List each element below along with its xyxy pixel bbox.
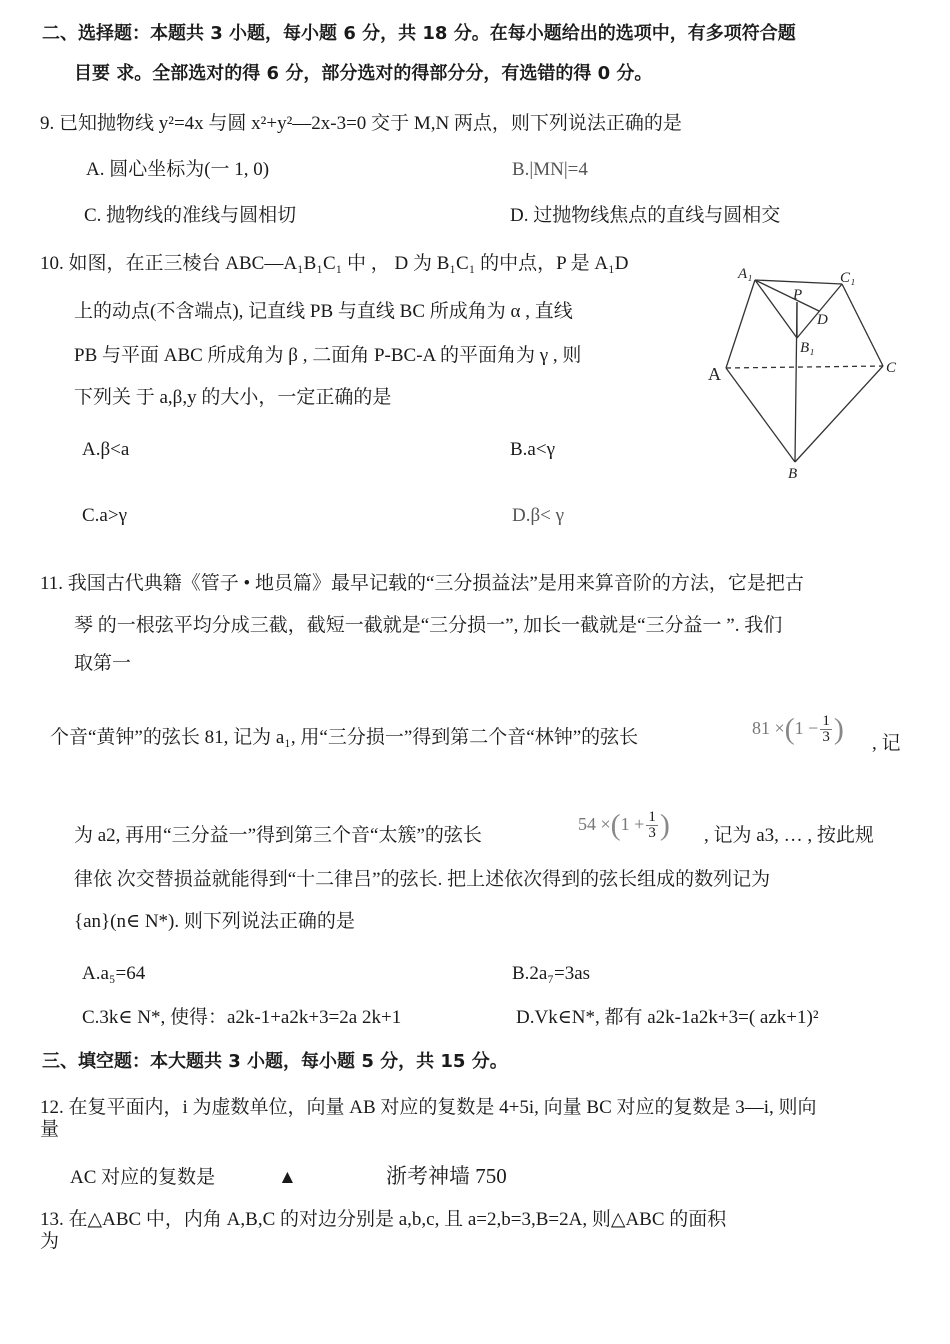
watermark-text: 浙考神墙 750 [386,1164,507,1188]
q9-option-d: D. 过抛物线焦点的直线与圆相交 [510,205,781,226]
q11-option-b: B.2a₇=3as [512,963,591,984]
segment-a1-d [755,280,819,311]
q11-option-c: C.3k∈ N*, 使得：a2k-1+a2k+3=2a 2k+1 [82,1007,402,1028]
q11-stem-line7: {an}(n∈ N*). 则下列说法正确的是 [74,911,355,932]
q10-stem-line1: 10. 如图，在正三棱台 ABC—A₁B₁C₁ 中 ， D 为 B₁C₁ 的中点，P 是 A₁D [40,253,629,274]
q12-stem-line1: 12. 在复平面内，i 为虚数单位，向量 AB 对应的复数是 4+5i, 向量 BC 对应的复数是 3—i, 则向 [40,1097,817,1118]
frustum-figure [700,260,910,480]
q10-stem-line2: 上的动点(不含端点), 记直线 PB 与直线 BC 所成角为 α , 直线 [74,301,573,322]
q10-option-b: B.a<γ [510,439,555,460]
label-b1: B₁ [800,340,815,356]
q11-stem-line4-end: , 记 [872,733,901,754]
label-c: C [886,360,897,376]
q11-stem-line6: 律依 次交替损益就能得到“十二律吕”的弦长. 把上述依次得到的弦长组成的数列记为 [74,869,771,890]
q10-option-d: D.β< γ [512,505,564,526]
edge-a-b [726,368,795,462]
q10-option-c: C.a>γ [82,505,127,526]
q11-stem-line1: 11. 我国古代典籍《管子 • 地员篇》最早记载的“三分损益法”是用来算音阶的方法，它是把古 [40,573,804,594]
label-b: B [788,466,798,480]
q13-stem-line1: 13. 在△ABC 中，内角 A,B,C 的对边分别是 a,b,c, 且 a=2,b=3,B=2A, 则△ABC 的面积 [40,1209,727,1230]
expression-81: 81 ×(1 − $\frac{1}{3}$ ) [752,712,844,746]
label-d: D [817,312,828,328]
segment-p-b [795,302,797,462]
q10-option-a: A.β<a [82,439,130,460]
label-c1: C₁ [840,270,856,286]
q11-stem-line4: 个音“黄钟”的弦长 81, 记为 a₁, 用“三分损一”得到第二个音“林钟”的弦长 [50,727,639,748]
label-a: A [708,364,721,384]
q11-stem-line5-end: , 记为 a3, … , 按此规 [704,825,874,846]
q11-stem-line5: 为 a2, 再用“三分益一”得到第三个音“太簇”的弦长 [74,825,482,846]
q11-option-a: A.a₅=64 [82,963,146,984]
expression-54: 54 ×(1 + $\frac{1}{3}$ ) [578,808,670,842]
q9-option-a: A. 圆心坐标为(一 1, 0) [86,159,270,180]
q13-stem-line2: 为 [40,1231,60,1252]
q12-stem-line3: AC 对应的复数是 [70,1167,216,1188]
label-a1: A₁ [738,266,753,282]
q11-stem-line2: 琴 的一根弦平均分成三截，截短一截就是“三分损一”, 加长一截就是“三分益一 ”. 我们 [74,615,783,636]
section-2-heading-line2: 目要 求。全部选对的得 6 分，部分选对的得部分分，有选错的得 0 分。 [74,63,653,84]
edge-a1-c1 [755,280,842,284]
edge-c1-c [842,284,883,366]
fraction-one-third: $\frac{1}{3}$ [822,713,830,746]
q10-stem-line4: 下列关 于 a,β,y 的大小，一定正确的是 [74,387,392,408]
edge-a-c-hidden [726,366,883,368]
q10-stem-line3: PB 与平面 ABC 所成角为 β , 二面角 P-BC-A 的平面角为 γ , 则 [74,345,582,366]
q9-stem: 9. 已知抛物线 y²=4x 与圆 x²+y²—2x-3=0 交于 M,N 两点，则下列说法正确的是 [40,113,682,134]
q11-option-d: D.Vk∈N*, 都有 a2k-1a2k+3=( azk+1)² [516,1007,819,1028]
edge-a1-b1 [755,280,797,338]
q9-option-b: B.|MN|=4 [512,159,588,180]
q9-option-c: C. 抛物线的准线与圆相切 [84,205,297,226]
q11-stem-line3: 取第一 [74,653,132,674]
label-p: P [793,287,803,303]
fraction-one-third-2: $\frac{1}{3}$ [648,809,656,842]
edge-c-b [795,366,883,462]
q12-stem-line2: 量 [40,1119,60,1140]
answer-blank-triangle: ▲ [278,1167,297,1188]
edge-c1-b1 [797,284,842,338]
edge-a1-a [726,280,755,368]
section-3-heading: 三、填空题：本大题共 3 小题，每小题 5 分，共 15 分。 [42,1051,508,1072]
section-2-heading-line1: 二、选择题：本题共 3 小题，每小题 6 分，共 18 分。在每小题给出的选项中，有多项符合题 [42,23,796,44]
